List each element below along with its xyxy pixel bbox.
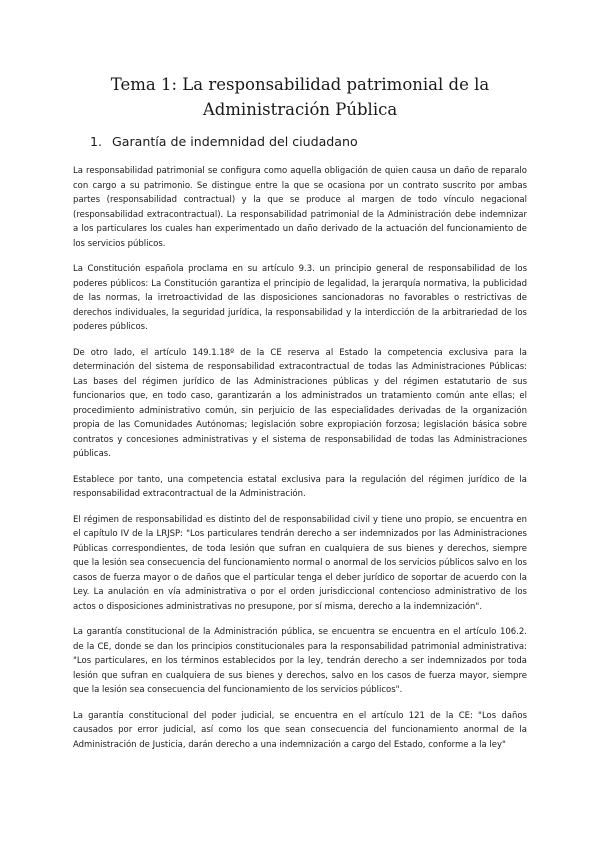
section-heading [90,133,358,151]
paragraph: Establece por tanto, una competencia estatal exclusiva para la regulación del régimen jurídico de la responsabilidad extracontractual de la Administración. [73,474,527,499]
paragraph: La garantía constitucional de la Administración pública, se encuentra se encuentra en el artículo 106.2. de la CE, donde se dan los principios constitucionales para la responsabilidad patrimonial administrativa: "Los particulares, en los términos establecidos por la ley, tendrán derecho a ser indemnizados por toda lesión que sufran en cualquiera de sus bienes y derechos, salvo en los casos de fuerza mayor, siempre que la lesión sea consecuencia del funcionamiento de los servicios públicos". [73,627,527,695]
paragraph: De otro lado, el artículo 149.1.18º de la CE reserva al Estado la competencia exclusiva para la determinación del sistema de responsabilidad extracontractual de todas las Administraciones Públicas: Las bases del régimen jurídico de las Administraciones públicas y del régimen estatutario de sus funcionarios que, en todo caso, garantizarán a los administrados un tratamiento común ante ellas; el procedimiento administrativo común, sin perjuicio de las especialidades derivadas de la organización propia de las Comunidades Autónomas; legislación sobre expropiación forzosa; legislación básica sobre contratos y concesiones administrativas y el sistema de responsabilidad de todas las Administraciones públicas. [73,347,527,459]
body-text [73,164,527,763]
section-number: 1. [90,134,103,149]
section-heading-text: Garantía de indemnidad del ciudadano [112,134,358,149]
paragraph: La Constitución española proclama en su artículo 9.3. un principio general de responsabilidad de los poderes públicos: La Constitución garantiza el principio de legalidad, la jerarquía normativa, la publicidad de las normas, la irretroactividad de las disposiciones sancionadoras no favorables o restrictivas de derechos individuales, la seguridad jurídica, la responsabilidad y la interdicción de la arbitrariedad de los poderes públicos. [73,264,527,332]
document-title: Tema 1: La responsabilidad patrimonial de la Administración Pública [110,75,490,119]
paragraph: La garantía constitucional del poder judicial, se encuentra en el artículo 121 de la CE: "Los daños causados por error judicial, así como los que sean consecuencia del funcionamiento anormal de la Administración de Justicia, darán derecho a una indemnización a cargo del Estado, conforme a la ley" [73,710,527,750]
paragraph: La responsabilidad patrimonial se configura como aquella obligación de quien causa un daño de reparalo con cargo a su patrimonio. Se distingue entre la que se ocasiona por un contrato suscrito por ambas partes (responsabilidad contractual) y la que se produce al margen de todo vínculo negacional (responsabilidad extracontractual). La responsabilidad patrimonial de la Administración debe indemnizar a los particulares los cuales han experimentado un daño derivado de la actuación del funcionamiento de los servicios públicos. [73,166,527,249]
paragraph: El régimen de responsabilidad es distinto del de responsabilidad civil y tiene uno propio, se encuentra en el capítulo IV de la LRJSP: "Los particulares tendrán derecho a ser indemnizados por las Administraciones Públicas correspondientes, de toda lesión que sufran en cualquiera de sus bienes y derechos, siempre que la lesión sea consecuencia del funcionamiento normal o anormal de los servicios públicos salvo en los casos de fuerza mayor o de daños que el particular tenga el deber jurídico de soportar de acuerdo con la Ley. La anulación en vía administrativa o por el orden jurisdiccional contencioso administrativo de los actos o disposiciones administrativas no presupone, por sí misma, derecho a la indemnización". [73,514,527,612]
